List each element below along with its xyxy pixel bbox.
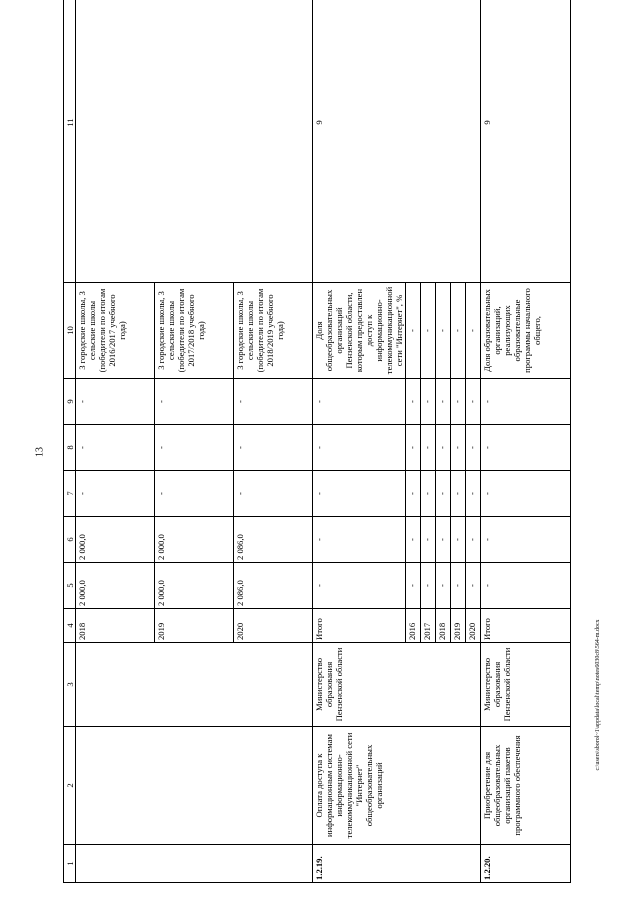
year-cell: 2019 [155,609,234,643]
value-cell: - [436,563,451,609]
value-cell: - [436,471,451,517]
cell-empty [76,643,313,727]
page-number: 13 [34,447,46,457]
value-cell: - [481,563,571,609]
value-cell: - [406,517,421,563]
header-col-3: 3 [64,643,76,727]
item-name: Приобретение для общеобразовательных организаций пакетов программного обеспечения [481,727,571,845]
value-cell: - [406,283,421,379]
value-cell: 2 000,0 [155,563,234,609]
value-cell: - [466,379,481,425]
value-cell: 2 086,0 [234,517,313,563]
value-cell: - [466,471,481,517]
header-col-11: 11 [64,0,76,283]
rotated-page-content [63,17,571,883]
value-cell: - [436,379,451,425]
value-cell: - [76,471,155,517]
program-table [63,0,571,883]
header-col-8: 8 [64,425,76,471]
cell-empty [76,845,313,883]
value-cell: - [421,563,436,609]
value-cell: - [466,517,481,563]
value-cell: - [421,425,436,471]
value-cell: - [451,283,466,379]
header-col-10: 10 [64,283,76,379]
indicator-cell: 3 городские школы, 3 сельские школы (победители по итогам 2018/2019 учебного года) [234,283,313,379]
value-cell: - [313,563,406,609]
year-cell: 2018 [436,609,451,643]
indicator-cell: 3 городские школы, 3 сельские школы (победители по итогам 2017/2018 учебного года) [155,283,234,379]
value-cell: - [406,379,421,425]
value-cell: - [421,471,436,517]
value-cell: - [155,471,234,517]
footer-file-path: c:\users\sborol~1\appdata\local\temp\notes6030c8\564-m.docx [595,619,601,771]
item-number: 1.2.20. [481,845,571,883]
value-cell: - [76,379,155,425]
value-cell: - [313,379,406,425]
year-cell: 2016 [406,609,421,643]
value-cell: - [313,425,406,471]
header-col-6: 6 [64,517,76,563]
value-cell: - [451,379,466,425]
indicator-cell: Доля общеобразовательных организаций Пензенской области, которым предоставлен доступ к информационно-телекоммуникационной сети "Интернет", % [313,283,406,379]
value-cell: 2 000,0 [155,517,234,563]
header-col-7: 7 [64,471,76,517]
year-cell: 2018 [76,609,155,643]
cell-empty [76,0,313,283]
total-label: Итого [313,609,406,643]
year-cell: 2017 [421,609,436,643]
col-11-value: 9 [313,0,481,283]
value-cell: - [451,563,466,609]
value-cell: - [451,425,466,471]
indicator-cell: Доля образовательных организаций, реализующих образовательные программы начального общего, [481,283,571,379]
value-cell: - [421,379,436,425]
total-label: Итого [481,609,571,643]
header-col-1: 1 [64,845,76,883]
value-cell: - [234,471,313,517]
value-cell: - [466,563,481,609]
value-cell: - [436,425,451,471]
value-cell: - [481,379,571,425]
year-cell: 2019 [451,609,466,643]
value-cell: - [313,517,406,563]
year-cell: 2020 [466,609,481,643]
value-cell: - [481,425,571,471]
value-cell: - [313,471,406,517]
table-row-1219-total [313,0,406,883]
value-cell: - [466,283,481,379]
item-executor: Министерство образования Пензенской области [313,643,481,727]
item-number: 1.2.19. [313,845,481,883]
value-cell: - [406,425,421,471]
header-col-2: 2 [64,727,76,845]
item-executor: Министерство образования Пензенской области [481,643,571,727]
value-cell: - [406,471,421,517]
value-cell: - [421,283,436,379]
value-cell: - [451,471,466,517]
header-row [64,0,76,883]
value-cell: - [234,379,313,425]
value-cell: 2 000,0 [76,517,155,563]
value-cell: - [436,283,451,379]
value-cell: 2 086,0 [234,563,313,609]
value-cell: - [155,379,234,425]
value-cell: - [451,517,466,563]
value-cell: - [436,517,451,563]
value-cell: 2 000,0 [76,563,155,609]
value-cell: - [481,517,571,563]
value-cell: - [421,517,436,563]
value-cell: - [481,471,571,517]
value-cell: - [466,425,481,471]
table-row-2018 [76,0,155,883]
year-cell: 2020 [234,609,313,643]
header-col-9: 9 [64,379,76,425]
value-cell: - [155,425,234,471]
table-row-1220-total [481,0,571,883]
value-cell: - [234,425,313,471]
header-col-5: 5 [64,563,76,609]
indicator-cell: 3 городские школы, 3 сельские школы (победители по итогам 2016/2017 учебного года) [76,283,155,379]
col-11-value: 9 [481,0,571,283]
header-col-4: 4 [64,609,76,643]
cell-empty [76,727,313,845]
item-name: Оплата доступа к информационным системам информационно-телекоммуникационной сети "Интернет" общеобразовательных организаций [313,727,481,845]
value-cell: - [406,563,421,609]
value-cell: - [76,425,155,471]
